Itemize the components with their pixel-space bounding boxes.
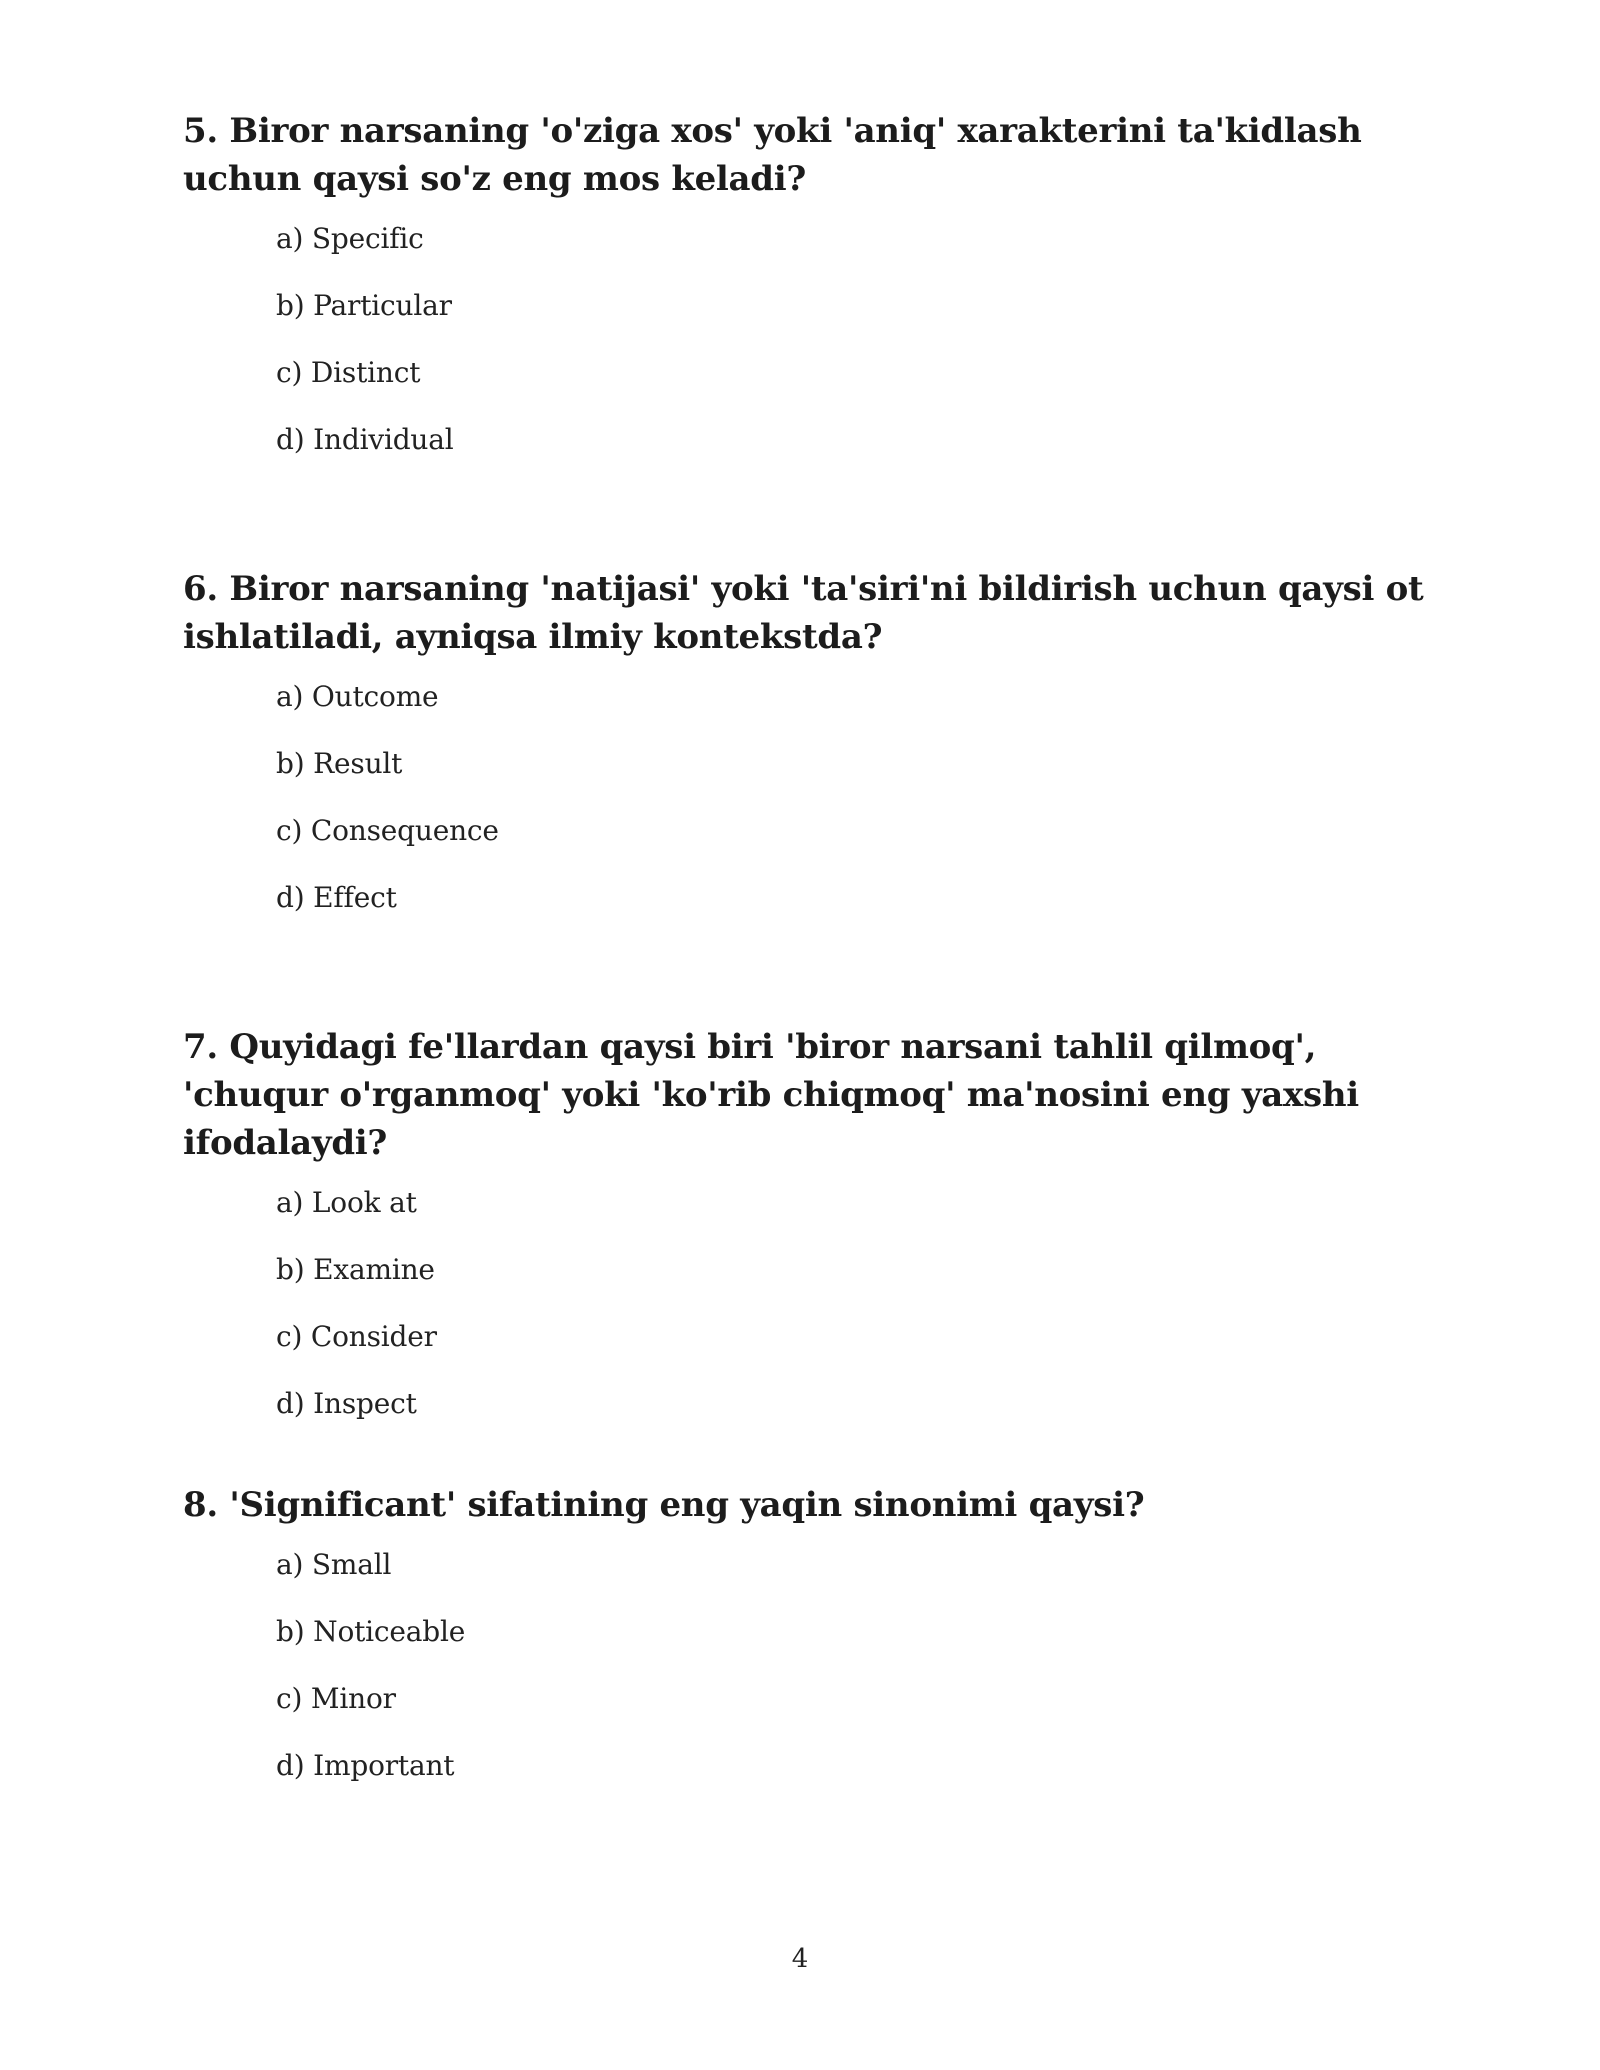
option-a: a) Small xyxy=(276,1548,392,1581)
options-list xyxy=(276,1185,1443,1422)
question-text: 6. Biror narsaning 'natijasi' yoki 'ta'siri'ni bildirish uchun qaysi ot ishlatiladi, ayniqsa ilmiy kontekstda? xyxy=(183,569,1424,657)
option-c: c) Consider xyxy=(276,1320,437,1353)
options-list xyxy=(276,679,1443,916)
option-c: c) Minor xyxy=(276,1682,396,1715)
question-text: 7. Quyidagi fe'llardan qaysi biri 'biror narsani tahlil qilmoq', 'chuqur o'rganmoq' yoki 'ko'rib chiqmoq' ma'nosini eng yaxshi ifodalaydi? xyxy=(183,1027,1359,1163)
option-b: b) Result xyxy=(276,747,403,780)
option-c: c) Consequence xyxy=(276,814,499,847)
options-list xyxy=(276,1547,1443,1784)
question-8 xyxy=(183,1481,1443,1815)
options-list xyxy=(276,221,1443,458)
question-7 xyxy=(183,1023,1443,1453)
option-b: b) Particular xyxy=(276,289,452,322)
option-d: d) Individual xyxy=(276,423,454,456)
option-b: b) Examine xyxy=(276,1253,435,1286)
option-a: a) Look at xyxy=(276,1186,417,1219)
option-b: b) Noticeable xyxy=(276,1615,466,1648)
option-d: d) Effect xyxy=(276,881,397,914)
option-d: d) Important xyxy=(276,1749,455,1782)
question-6 xyxy=(183,565,1443,947)
page-number: 4 xyxy=(791,1944,809,1974)
question-text: 5. Biror narsaning 'o'ziga xos' yoki 'aniq' xarakterini ta'kidlash uchun qaysi so'z eng mos keladi? xyxy=(183,111,1362,199)
question-text: 8. 'Significant' sifatining eng yaqin sinonimi qaysi? xyxy=(183,1485,1145,1525)
question-5 xyxy=(183,107,1443,489)
option-c: c) Distinct xyxy=(276,356,421,389)
option-a: a) Specific xyxy=(276,222,424,255)
option-d: d) Inspect xyxy=(276,1387,417,1420)
option-a: a) Outcome xyxy=(276,680,439,713)
